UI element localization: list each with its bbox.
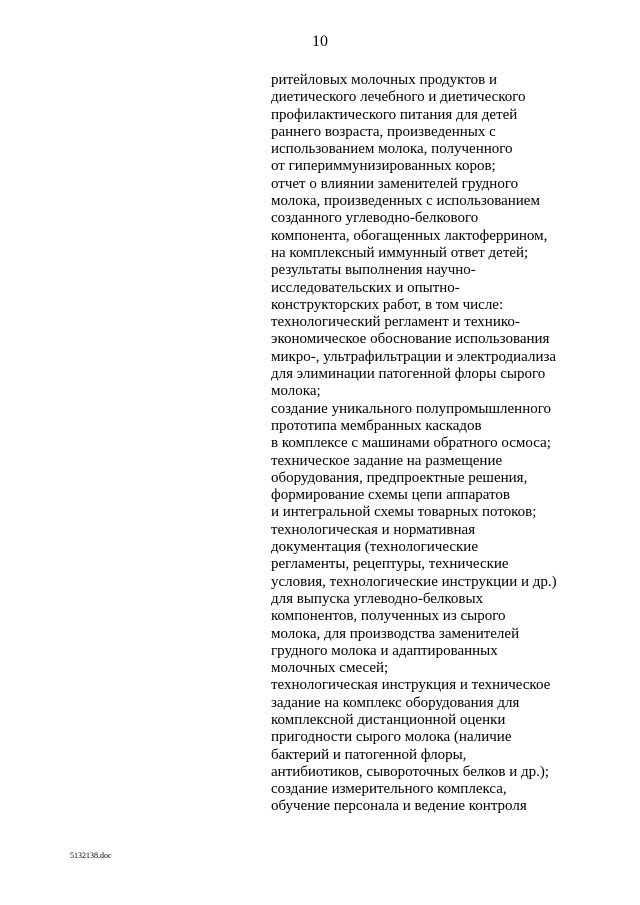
- text-line: от гипериммунизированных коров;: [271, 158, 496, 175]
- text-line: формирование схемы цепи аппаратов: [271, 487, 510, 504]
- text-line: обучение персонала и ведение контроля: [271, 798, 527, 815]
- text-line: документация (технологические: [271, 539, 478, 556]
- text-line: грудного молока и адаптированных: [271, 642, 498, 659]
- text-line: исследовательских и опытно-: [271, 279, 460, 296]
- text-line: экономическое обоснование использования: [271, 331, 550, 348]
- text-line: комплексной дистанционной оценки: [271, 711, 506, 728]
- text-line: диетического лечебного и диетического: [271, 89, 526, 106]
- text-line: и интегральной схемы товарных потоков;: [271, 504, 537, 521]
- text-line: профилактического питания для детей: [271, 106, 518, 123]
- text-line: компонентов, полученных из сырого: [271, 608, 506, 625]
- text-line: молока, для производства заменителей: [271, 625, 520, 642]
- page-number: 10: [312, 33, 328, 50]
- text-line: создание измерительного комплекса,: [271, 781, 507, 798]
- text-line: созданного углеводно-белкового: [271, 210, 479, 227]
- text-line: раннего возраста, произведенных с: [271, 123, 496, 140]
- text-line: антибиотиков, сывороточных белков и др.);: [271, 763, 550, 780]
- text-line: молока, произведенных с использованием: [271, 193, 540, 210]
- text-line: технологическая и нормативная: [271, 521, 476, 538]
- text-line: техническое задание на размещение: [271, 452, 503, 469]
- text-line: пригодности сырого молока (наличие: [271, 729, 512, 746]
- text-line: технологический регламент и технико-: [271, 314, 520, 331]
- text-line: результаты выполнения научно-: [271, 262, 476, 279]
- text-line: прототипа мембранных каскадов: [271, 417, 482, 434]
- footer-filename: 5132138.doc: [70, 851, 112, 860]
- text-line: конструкторских работ, в том числе:: [271, 296, 504, 313]
- text-line: для выпуска углеводно-белковых: [271, 590, 484, 607]
- text-line: технологическая инструкция и техническое: [271, 677, 551, 694]
- text-line: микро-, ультрафильтрации и электродиализа: [271, 348, 557, 365]
- text-line: молока;: [271, 383, 321, 400]
- text-line: для элиминации патогенной флоры сырого: [271, 366, 546, 383]
- text-line: молочных смесей;: [271, 660, 389, 677]
- text-line: отчет о влиянии заменителей грудного: [271, 175, 519, 192]
- body-text: [271, 72, 611, 816]
- text-line: задание на комплекс оборудования для: [271, 694, 520, 711]
- text-line: условия, технологические инструкции и др.): [271, 573, 557, 590]
- text-line: регламенты, рецептуры, технические: [271, 556, 509, 573]
- text-line: использованием молока, полученного: [271, 141, 513, 158]
- text-line: компонента, обогащенных лактоферрином,: [271, 227, 548, 244]
- text-line: создание уникального полупромышленного: [271, 400, 552, 417]
- text-line: на комплексный иммунный ответ детей;: [271, 244, 529, 261]
- text-line: бактерий и патогенной флоры,: [271, 746, 467, 763]
- text-line: оборудования, предпроектные решения,: [271, 469, 528, 486]
- text-line: в комплексе с машинами обратного осмоса;: [271, 435, 551, 452]
- text-line: ритейловых молочных продуктов и: [271, 72, 497, 88]
